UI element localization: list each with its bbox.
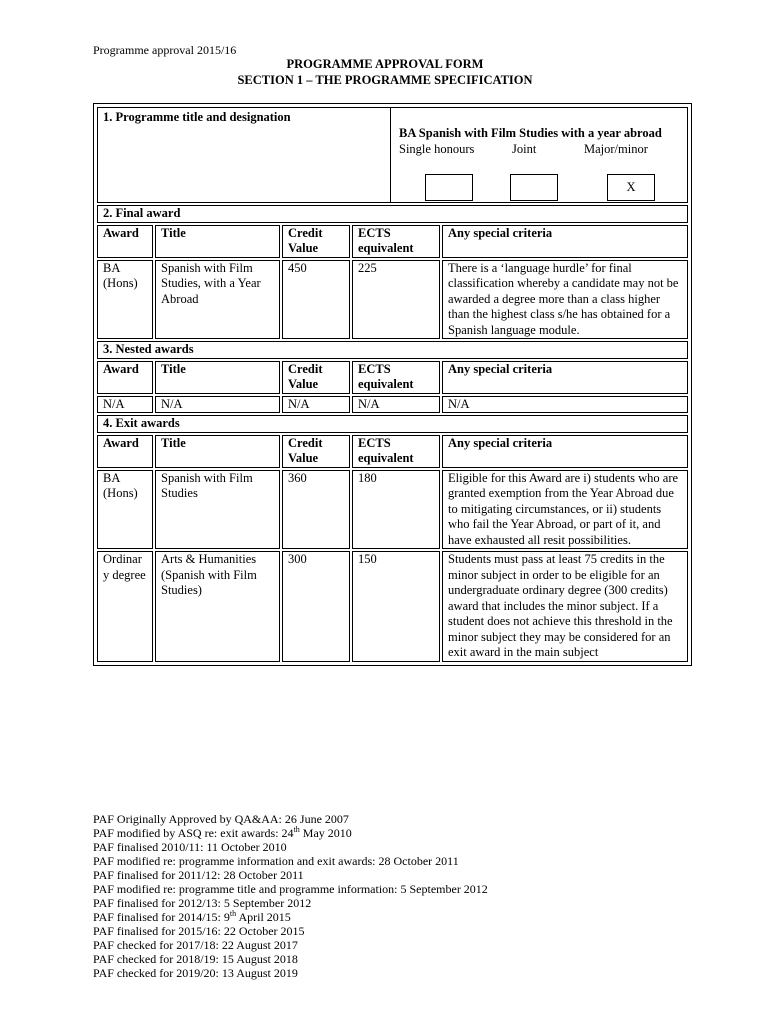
col-title: Title bbox=[155, 225, 280, 258]
col-credit: Credit Value bbox=[282, 225, 350, 258]
major-minor-box: X bbox=[607, 174, 655, 201]
programme-designation bbox=[390, 108, 682, 202]
history-line: PAF checked for 2019/20: 13 August 2019 bbox=[93, 966, 298, 980]
table-row bbox=[97, 551, 688, 662]
award-cell: Ordinar y degree bbox=[97, 551, 153, 662]
ects-cell: 225 bbox=[352, 260, 440, 340]
col-award: Award bbox=[97, 435, 153, 468]
table-row bbox=[97, 470, 688, 550]
programme-title-label: 1. Programme title and designation bbox=[103, 110, 291, 124]
award-cell: BA (Hons) bbox=[97, 260, 153, 340]
table-row bbox=[97, 396, 688, 414]
programme-specification-table bbox=[93, 103, 692, 666]
history-line: PAF finalised for 2012/13: 5 September 2012 bbox=[93, 896, 312, 910]
col-criteria: Any special criteria bbox=[442, 435, 688, 468]
title-cell: Spanish with Film Studies, with a Year Abroad bbox=[155, 260, 280, 340]
final-award-heading: 2. Final award bbox=[97, 205, 688, 223]
criteria-cell: Eligible for this Award are i) students who are granted exemption from the Year Abroad due to mitigating circumstances, or ii) students who fail the Year Abroad, or part of it, and have exhausted all resit possibilities. bbox=[442, 470, 688, 550]
credit-cell: 300 bbox=[282, 551, 350, 662]
history-line: PAF modified re: programme title and programme information: 5 September 2012 bbox=[93, 882, 488, 896]
title-cell: N/A bbox=[155, 396, 280, 414]
col-ects: ECTS equivalent bbox=[352, 225, 440, 258]
section-title: SECTION 1 – THE PROGRAMME SPECIFICATION bbox=[237, 73, 533, 87]
ects-cell: N/A bbox=[352, 396, 440, 414]
criteria-cell: Students must pass at least 75 credits in the minor subject in order to be eligible for an undergraduate ordinary degree (300 credits) award that includes the minor subject. If a student does not achieve this threshold in the minor subject they may be considered for an exit award in the main subject bbox=[442, 551, 688, 662]
history-line: PAF checked for 2018/19: 15 August 2018 bbox=[93, 952, 298, 966]
option-single-honours: Single honours bbox=[399, 141, 475, 156]
revision-history bbox=[93, 812, 488, 980]
history-line: PAF modified re: programme information and exit awards: 28 October 2011 bbox=[93, 854, 459, 868]
title-cell: Spanish with Film Studies bbox=[155, 470, 280, 550]
col-title: Title bbox=[155, 361, 280, 394]
history-line: PAF modified by ASQ re: exit awards: 24th May 2010 bbox=[93, 825, 352, 840]
col-credit: Credit Value bbox=[282, 361, 350, 394]
title-cell: Arts & Humanities (Spanish with Film Studies) bbox=[155, 551, 280, 662]
programme-name: BA Spanish with Film Studies with a year abroad bbox=[399, 126, 662, 140]
table-row bbox=[97, 260, 688, 340]
ects-cell: 150 bbox=[352, 551, 440, 662]
criteria-cell: N/A bbox=[442, 396, 688, 414]
col-ects: ECTS equivalent bbox=[352, 361, 440, 394]
award-cell: N/A bbox=[97, 396, 153, 414]
col-award: Award bbox=[97, 225, 153, 258]
option-joint: Joint bbox=[512, 141, 537, 156]
history-line: PAF finalised for 2014/15: 9th April 2015 bbox=[93, 909, 291, 924]
ects-cell: 180 bbox=[352, 470, 440, 550]
history-line: PAF Originally Approved by QA&AA: 26 June 2007 bbox=[93, 812, 349, 826]
single-honours-box bbox=[425, 174, 473, 201]
award-cell: BA (Hons) bbox=[97, 470, 153, 550]
history-line: PAF finalised for 2015/16: 22 October 2015 bbox=[93, 924, 305, 938]
exit-awards-heading: 4. Exit awards bbox=[97, 415, 688, 433]
header-note: Programme approval 2015/16 bbox=[93, 43, 237, 57]
credit-cell: 450 bbox=[282, 260, 350, 340]
history-line: PAF finalised 2010/11: 11 October 2010 bbox=[93, 840, 287, 854]
col-criteria: Any special criteria bbox=[442, 361, 688, 394]
col-criteria: Any special criteria bbox=[442, 225, 688, 258]
credit-cell: 360 bbox=[282, 470, 350, 550]
col-ects: ECTS equivalent bbox=[352, 435, 440, 468]
col-title: Title bbox=[155, 435, 280, 468]
criteria-cell: There is a ‘language hurdle’ for final classification whereby a candidate may not be awarded a degree more than a class higher than the highest class s/he has obtained for a Spanish language module. bbox=[442, 260, 688, 340]
col-credit: Credit Value bbox=[282, 435, 350, 468]
joint-box bbox=[510, 174, 558, 201]
nested-awards-heading: 3. Nested awards bbox=[97, 341, 688, 359]
option-major-minor: Major/minor bbox=[584, 141, 648, 156]
history-line: PAF checked for 2017/18: 22 August 2017 bbox=[93, 938, 298, 952]
credit-cell: N/A bbox=[282, 396, 350, 414]
form-title: PROGRAMME APPROVAL FORM bbox=[286, 57, 484, 71]
programme-title-cell bbox=[97, 107, 688, 203]
col-award: Award bbox=[97, 361, 153, 394]
history-line: PAF finalised for 2011/12: 28 October 2011 bbox=[93, 868, 304, 882]
